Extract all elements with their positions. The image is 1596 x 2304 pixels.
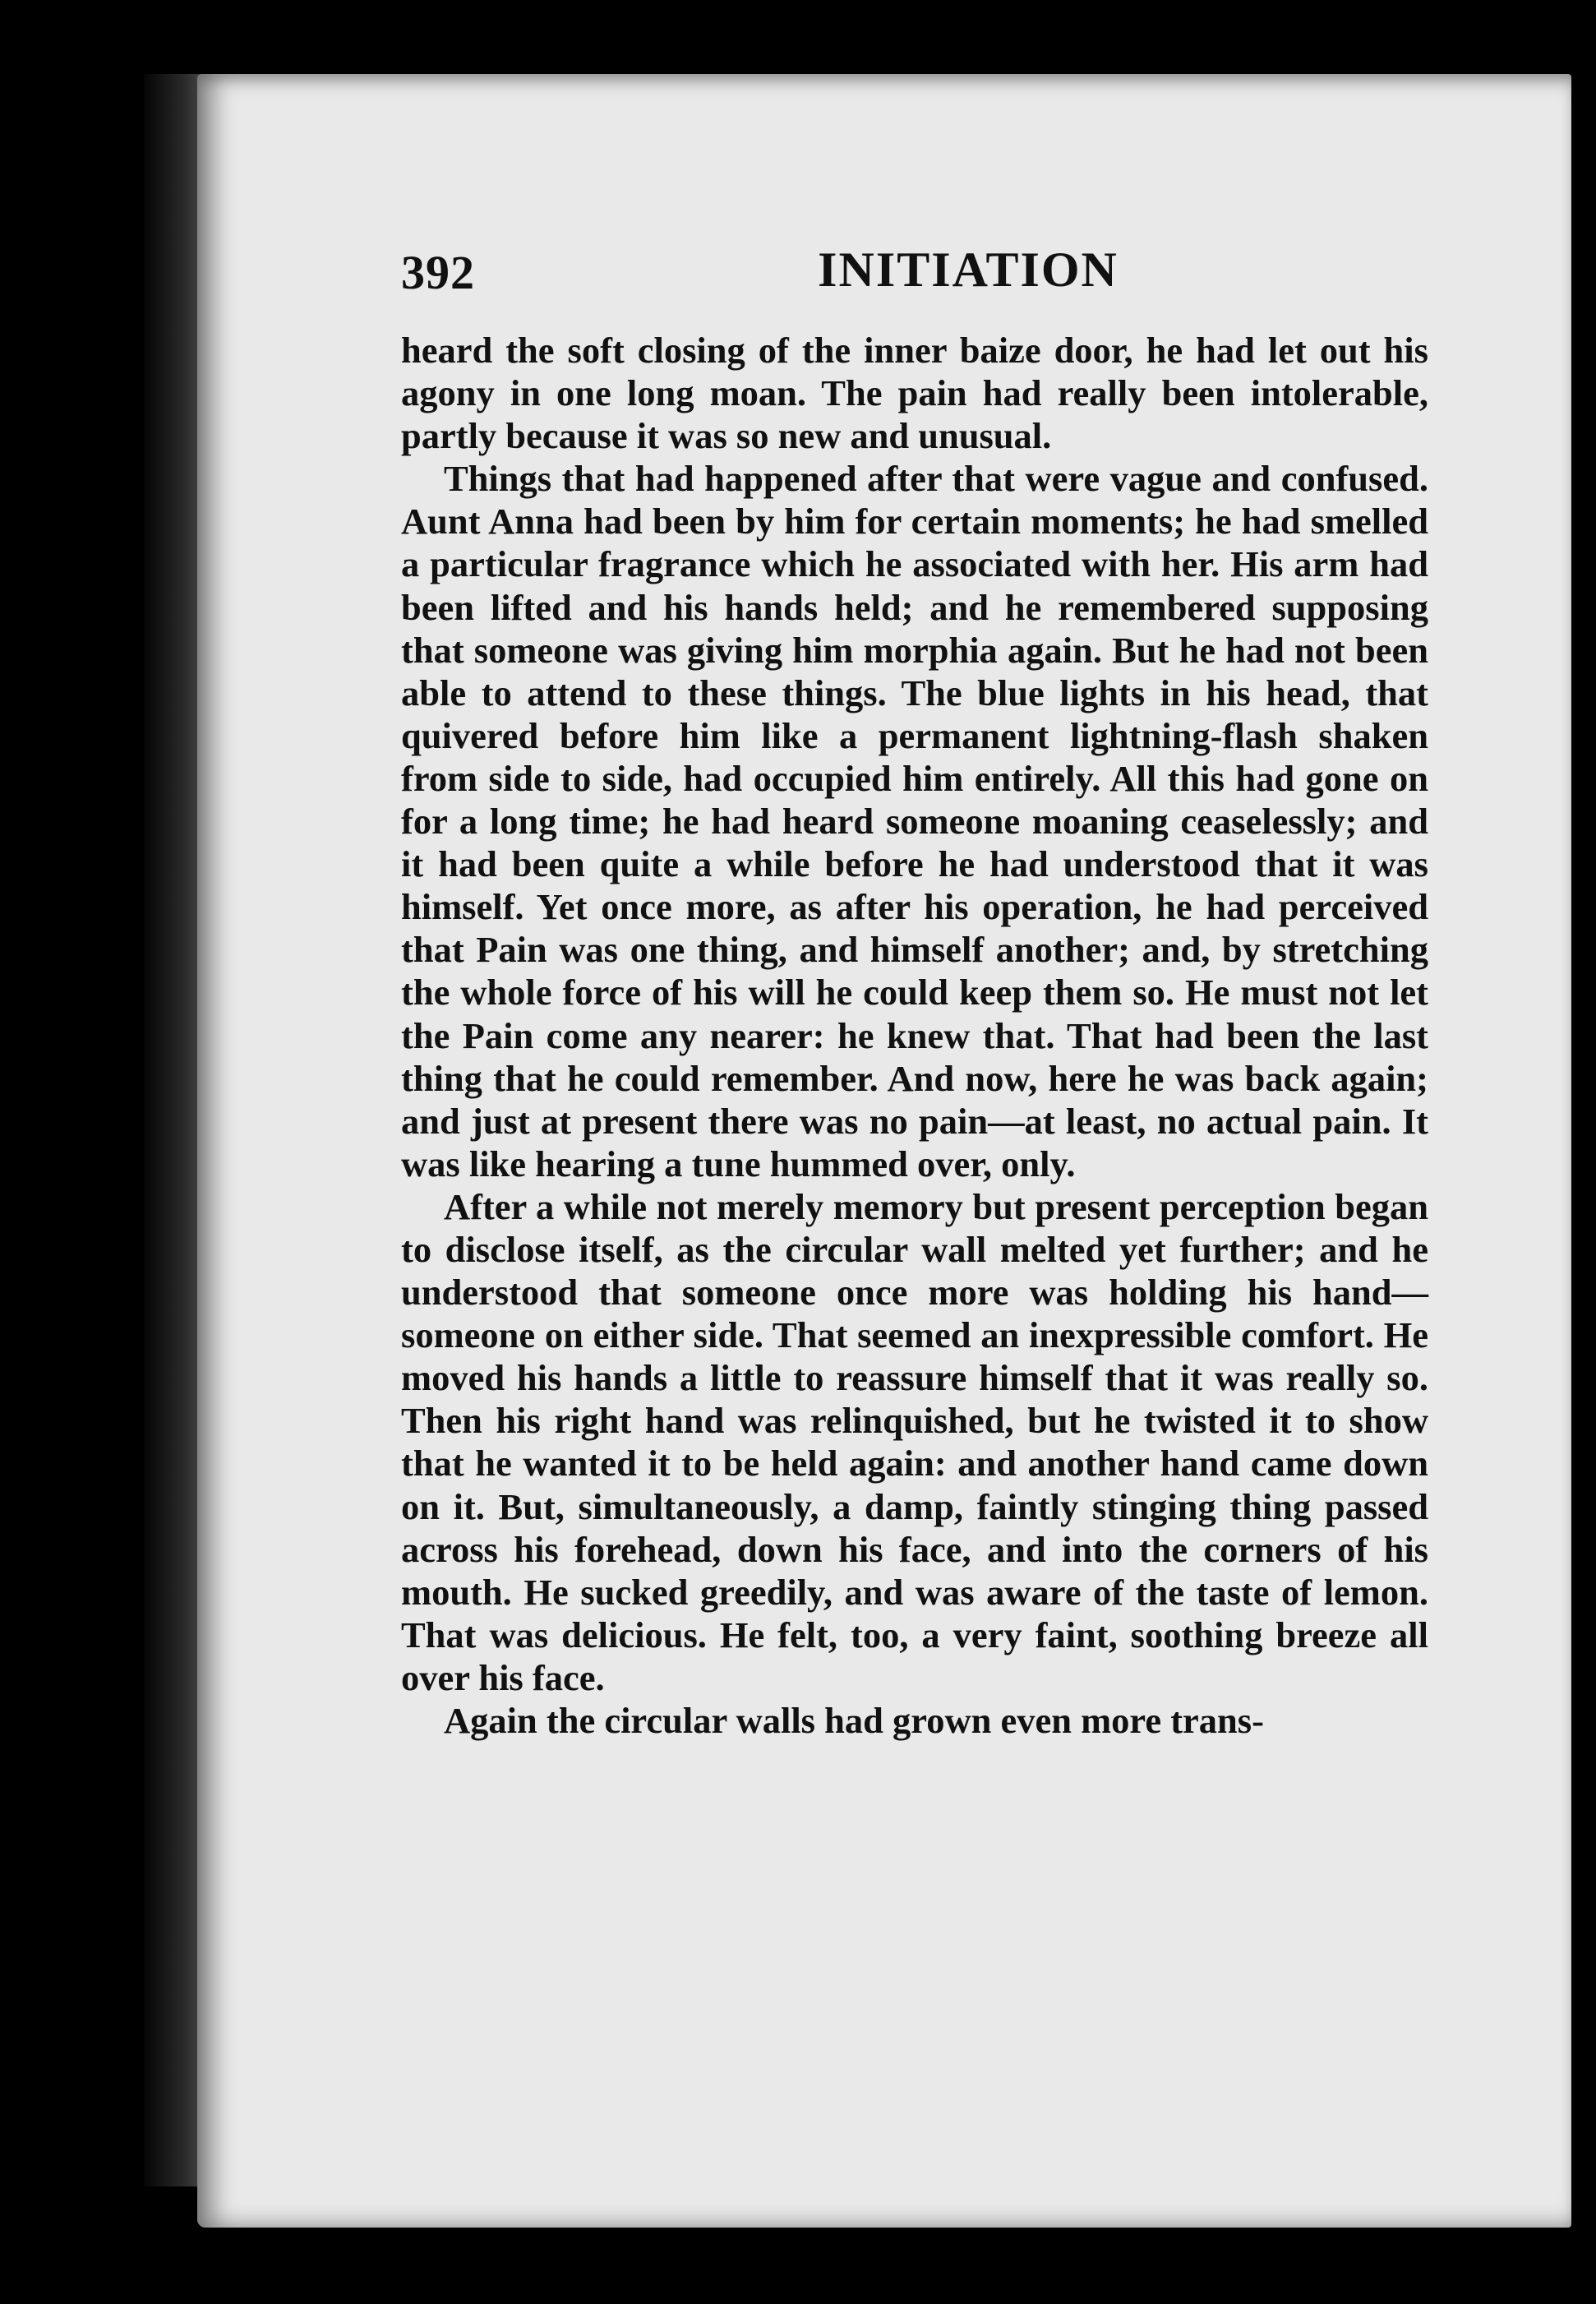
paragraph-1: heard the soft closing of the inner baize door, he had let out his agony in one long moan. The pain had really been intolerable, partly because it was so new and unusual. bbox=[401, 330, 1428, 457]
paragraph-4: Again the circular walls had grown even more trans- bbox=[444, 1700, 1264, 1741]
body-text bbox=[401, 329, 1428, 1742]
paragraph-2: Things that had happened after that were vague and confused. Aunt Anna had been by him for certain moments; he had smelled a particular fragrance which he associated with her. His arm had been lifted and his hands held; and he remembered supposing that someone was giving him morphia again. But he had not been able to attend to these things. The blue lights in his head, that quivered before him like a permanent lightning-flash shaken from side to side, had occupied him entirely. All this had gone on for a long time; he had heard someone moaning ceaselessly; and it had been quite a while before he had understood that it was himself. Yet once more, as after his operation, he had perceived that Pain was one thing, and himself another; and, by stretching the whole force of his will he could keep them so. He must not let the Pain come any nearer: he knew that. That had been the last thing that he could remember. And now, here he was back again; and just at present there was no pain—at least, no actual pain. It was like hearing a tune hummed over, only. bbox=[401, 458, 1428, 1184]
page-number: 392 bbox=[401, 246, 475, 299]
running-head: INITIATION bbox=[818, 242, 1119, 297]
page-header bbox=[401, 237, 1437, 311]
book-spine-edge bbox=[144, 74, 201, 2186]
paragraph-3: After a while not merely memory but present perception began to disclose itself, as the circular wall melted yet further; and he understood that someone once more was holding his hand—someone on either side. That seemed an inexpressible comfort. He moved his hands a little to reassure himself that it was really so. Then his right hand was relinquished, but he twisted it to show that he wanted it to be held again: and another hand came down on it. But, simultaneously, a damp, faintly stinging thing passed across his forehead, down his face, and into the corners of his mouth. He sucked greedily, and was aware of the taste of lemon. That was delicious. He felt, too, a very faint, soothing breeze all over his face. bbox=[401, 1185, 1428, 1698]
scan-border-right bbox=[1571, 0, 1596, 2304]
